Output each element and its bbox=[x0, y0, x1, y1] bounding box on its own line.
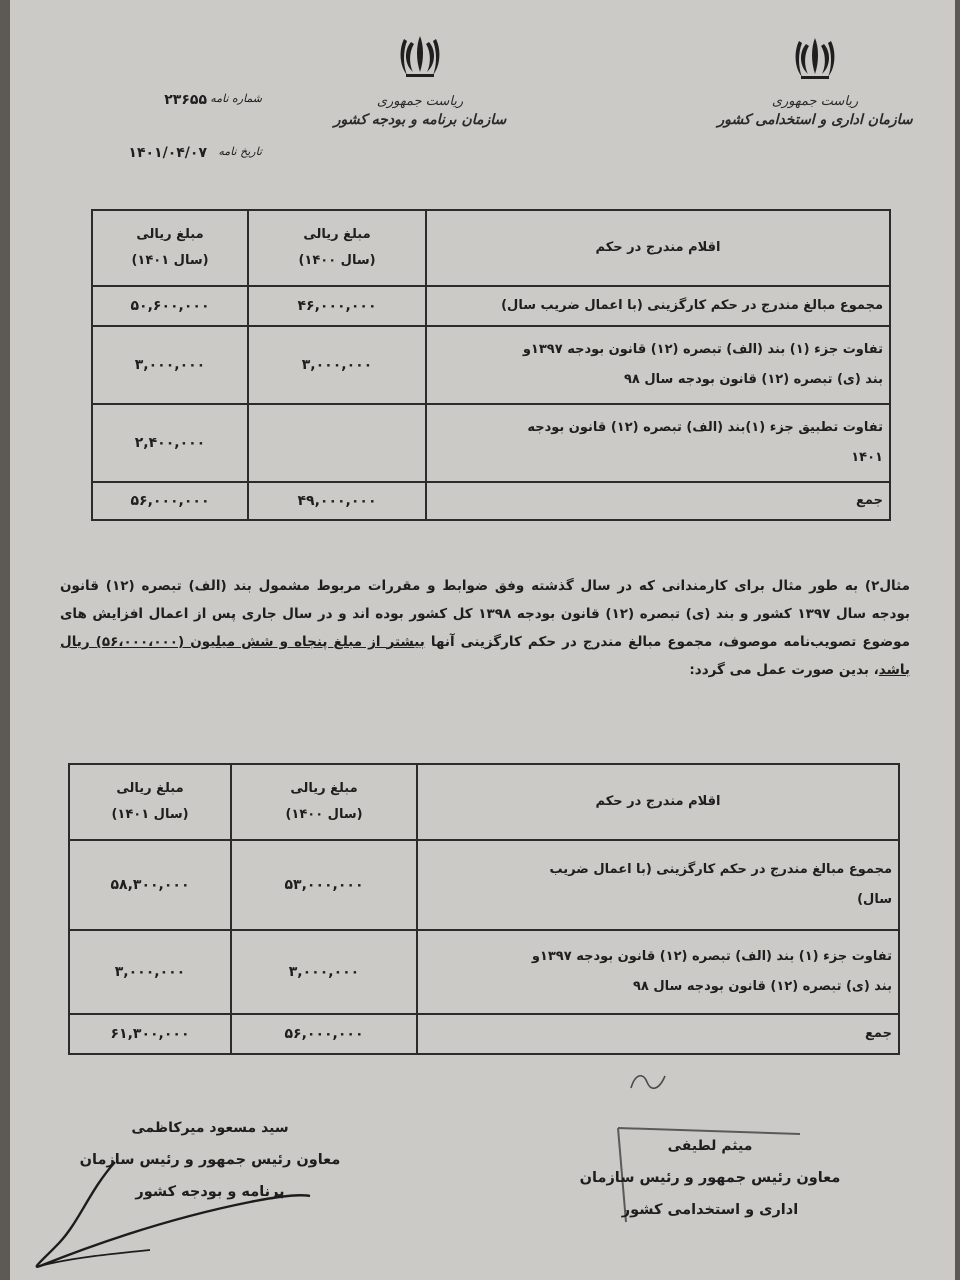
table-row bbox=[69, 1014, 899, 1054]
item-description bbox=[417, 840, 899, 930]
letter-number-value: ۲۳۶۵۵ bbox=[164, 92, 207, 108]
header-line: مبلغ ریالی bbox=[290, 781, 358, 796]
iran-emblem-icon bbox=[793, 34, 837, 80]
example-lead: مثال۲) bbox=[864, 578, 910, 594]
total-label: جمع bbox=[417, 1014, 899, 1054]
item-description bbox=[426, 404, 890, 482]
desc-line: تفاوت جزء (۱) بند (الف) تبصره (۱۲) قانون بودجه ۱۳۹۷و bbox=[531, 949, 892, 964]
amount-1401: ۵۸,۳۰۰,۰۰۰ bbox=[69, 840, 231, 930]
amount-1400: ۳,۰۰۰,۰۰۰ bbox=[248, 326, 426, 404]
amount-1400: ۵۶,۰۰۰,۰۰۰ bbox=[231, 1014, 417, 1054]
desc-line: تفاوت تطبیق جزء (۱)بند (الف) تبصره (۱۲) قانون بودجه bbox=[527, 420, 883, 435]
example-tail: ، بدین صورت عمل می گردد: bbox=[689, 662, 879, 678]
header-amount-1400 bbox=[248, 210, 426, 286]
example-emphasis: بیشتر bbox=[386, 634, 425, 650]
desc-line: بند (ی) تبصره (۱۲) قانون بودجه سال ۹۸ bbox=[633, 979, 892, 994]
header-line: مبلغ ریالی bbox=[303, 227, 371, 242]
header-amount-1401 bbox=[69, 764, 231, 840]
item-description bbox=[426, 326, 890, 404]
header-amount-1401 bbox=[92, 210, 248, 286]
amounts-table-2 bbox=[68, 763, 900, 1055]
signatory-title: برنامه و بودجه کشور bbox=[135, 1184, 285, 1200]
handwritten-mark bbox=[625, 1068, 675, 1098]
desc-line: ۱۴۰۱ bbox=[851, 450, 883, 465]
table-row bbox=[92, 404, 890, 482]
amount-1401: ۶۱,۳۰۰,۰۰۰ bbox=[69, 1014, 231, 1054]
document-page bbox=[10, 0, 955, 1280]
desc-line: مجموع مبالغ مندرج در حکم کارگزینی (با اعمال ضریب bbox=[549, 862, 892, 877]
desc-line: تفاوت جزء (۱) بند (الف) تبصره (۱۲) قانون بودجه ۱۳۹۷و bbox=[522, 342, 883, 357]
table-row bbox=[92, 326, 890, 404]
signature-block-right bbox=[530, 1130, 890, 1226]
table-header-row bbox=[69, 764, 899, 840]
header-line: (سال ۱۴۰۱) bbox=[111, 807, 189, 822]
amount-1400: ۴۹,۰۰۰,۰۰۰ bbox=[248, 482, 426, 520]
header-line: (سال ۱۴۰۰) bbox=[285, 807, 363, 822]
item-description: مجموع مبالغ مندرج در حکم کارگزینی (با اعمال ضریب سال) bbox=[426, 286, 890, 326]
letter-number bbox=[62, 92, 262, 116]
amount-1401: ۵۶,۰۰۰,۰۰۰ bbox=[92, 482, 248, 520]
letter-date-label: تاریخ نامه bbox=[218, 145, 262, 158]
handwritten-signature bbox=[20, 1150, 320, 1275]
example-body: به طور مثال برای کارمندانی که در سال گذشته وفق ضوابط و مقررات مربوط مشمول بند (الف) تبصره (۱۲) قانون بودجه سال ۱۳۹۷ کشور و بند (ی) تبصره (۱۲) قانون بودجه ۱۳۹۸ کل کشور بوده اند و در سال جاری پس از اعمال افزایش های موضوع تصویب‌نامه موصوف، مجموع مبالغ مندرج در حکم کارگزینی آنها bbox=[60, 578, 910, 650]
org-header-line: ریاست جمهوری bbox=[771, 94, 859, 109]
amounts-table-1 bbox=[91, 209, 891, 521]
header-line: مبلغ ریالی bbox=[136, 227, 204, 242]
amount-1400 bbox=[248, 404, 426, 482]
signatory-name: سید مسعود میرکاظمی bbox=[131, 1120, 289, 1136]
example-threshold: از مبلغ پنجاه و شش میلیون (۵۶،۰۰۰،۰۰۰) ریال باشد bbox=[60, 634, 910, 678]
example-paragraph bbox=[60, 572, 910, 684]
desc-line: سال) bbox=[857, 892, 892, 907]
org-header-line: سازمان اداری و استخدامی کشور bbox=[717, 112, 913, 128]
signatory-title: معاون رئیس جمهور و رئیس سازمان bbox=[579, 1170, 841, 1186]
org-header-line: سازمان برنامه و بودجه کشور bbox=[333, 112, 507, 128]
signatory-name: میثم لطیفی bbox=[667, 1138, 753, 1154]
header-items: اقلام مندرج در حکم bbox=[426, 210, 890, 286]
desc-line: بند (ی) تبصره (۱۲) قانون بودجه سال ۹۸ bbox=[624, 372, 883, 387]
org-header-center bbox=[330, 92, 510, 130]
signatory-title: اداری و استخدامی کشور bbox=[621, 1202, 799, 1218]
header-line: (سال ۱۴۰۱) bbox=[131, 253, 209, 268]
table-row bbox=[69, 930, 899, 1014]
amount-1401: ۵۰,۶۰۰,۰۰۰ bbox=[92, 286, 248, 326]
org-header-right bbox=[710, 92, 920, 130]
signatory-title: معاون رئیس جمهور و رئیس سازمان bbox=[79, 1152, 341, 1168]
table-row bbox=[69, 840, 899, 930]
header-amount-1400 bbox=[231, 764, 417, 840]
letter-date bbox=[62, 145, 262, 169]
amount-1401: ۳,۰۰۰,۰۰۰ bbox=[92, 326, 248, 404]
table-header-row bbox=[92, 210, 890, 286]
amount-1401: ۳,۰۰۰,۰۰۰ bbox=[69, 930, 231, 1014]
amount-1401: ۲,۴۰۰,۰۰۰ bbox=[92, 404, 248, 482]
letter-date-value: ۱۴۰۱/۰۴/۰۷ bbox=[128, 145, 207, 161]
letter-number-label: شماره نامه bbox=[210, 92, 262, 105]
item-description bbox=[417, 930, 899, 1014]
header-items: اقلام مندرج در حکم bbox=[417, 764, 899, 840]
header-line: مبلغ ریالی bbox=[116, 781, 184, 796]
org-header-line: ریاست جمهوری bbox=[376, 94, 464, 109]
table-row bbox=[92, 286, 890, 326]
table-row bbox=[92, 482, 890, 520]
amount-1400: ۵۳,۰۰۰,۰۰۰ bbox=[231, 840, 417, 930]
amount-1400: ۳,۰۰۰,۰۰۰ bbox=[231, 930, 417, 1014]
iran-emblem-icon bbox=[398, 32, 442, 78]
total-label: جمع bbox=[426, 482, 890, 520]
header-line: (سال ۱۴۰۰) bbox=[298, 253, 376, 268]
amount-1400: ۴۶,۰۰۰,۰۰۰ bbox=[248, 286, 426, 326]
